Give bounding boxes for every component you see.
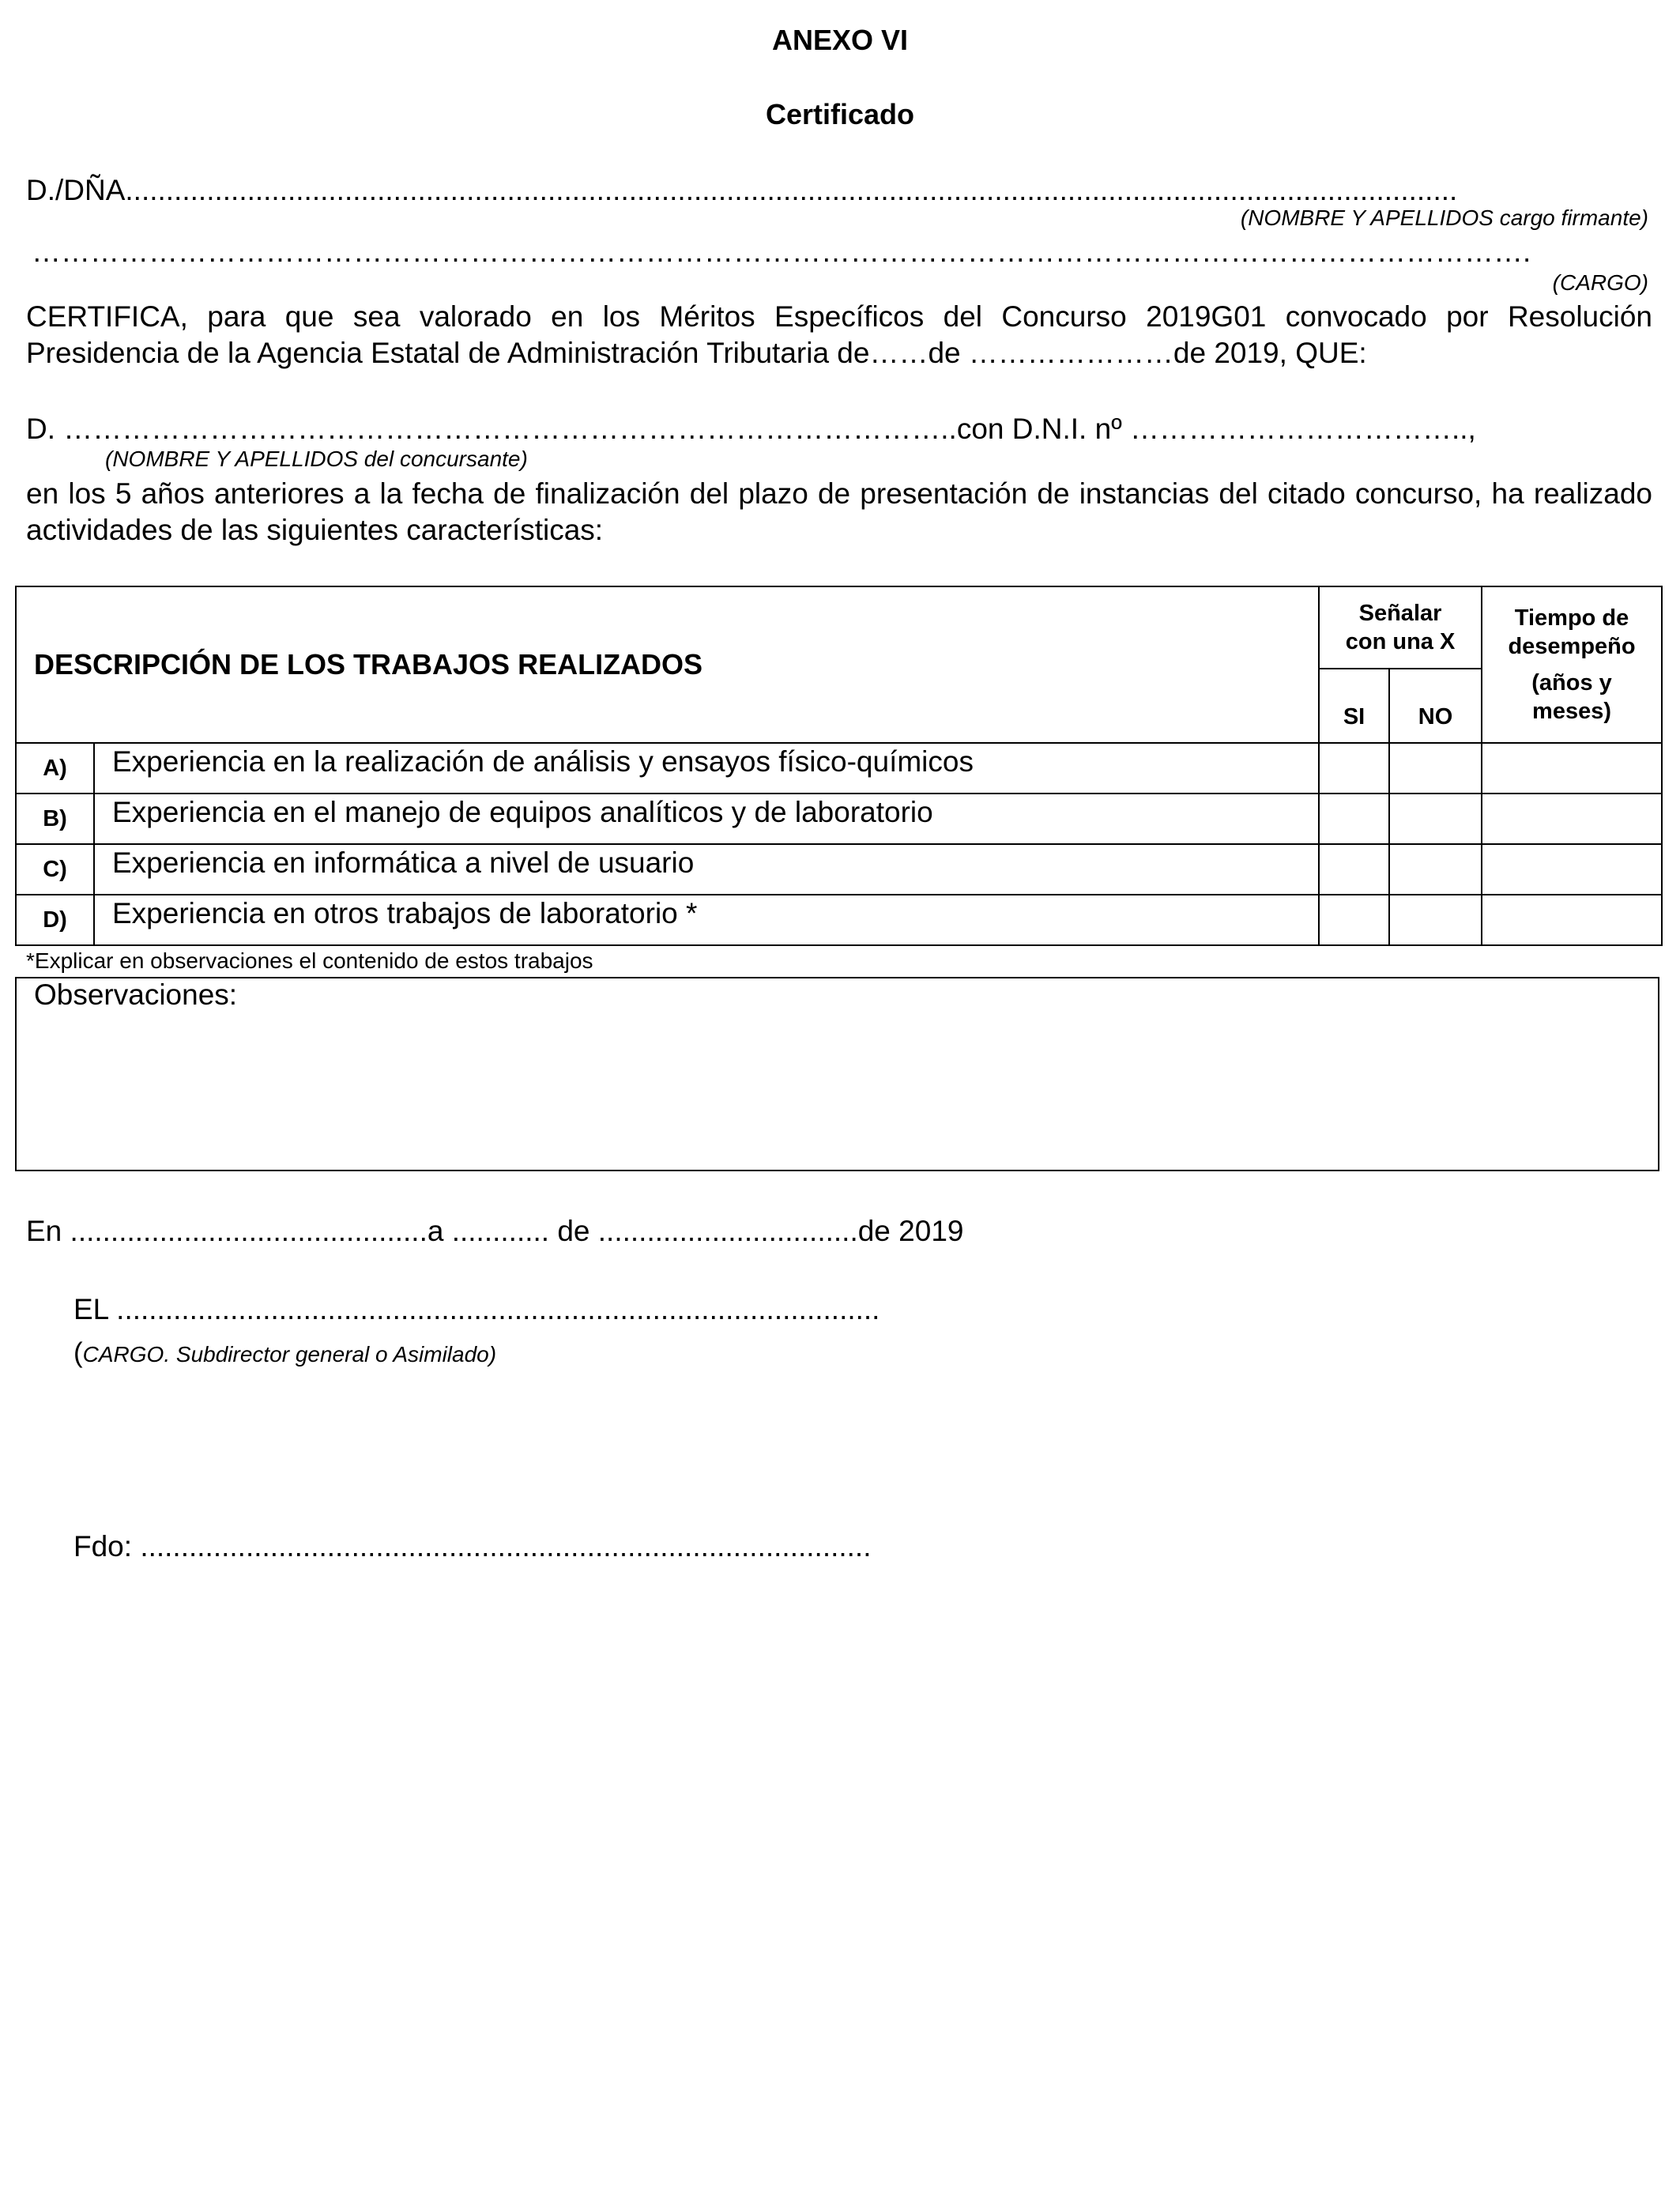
signer-note-paren: (: [73, 1337, 83, 1368]
signature-line: Fdo: ..........................................................................................: [73, 1530, 872, 1563]
no-checkbox-cell[interactable]: [1389, 794, 1482, 844]
header-time: [1482, 586, 1662, 743]
header-no: NO: [1389, 669, 1482, 743]
row-letter: A): [16, 743, 94, 794]
activities-table: [15, 586, 1663, 946]
observations-box[interactable]: [15, 977, 1659, 1171]
signer-line: EL ..............................................................................................: [73, 1293, 880, 1325]
time-input-cell[interactable]: [1482, 794, 1662, 844]
contestant-line: D. ………………………………………………………………………………..con D.N.I. nº ……………………………..,: [26, 413, 1476, 445]
contestant-name-note: (NOMBRE Y APELLIDOS del concursante): [105, 447, 528, 471]
header-mark-with-x: Señalar con una X: [1319, 586, 1482, 669]
row-letter: C): [16, 844, 94, 895]
table-row: [16, 895, 1662, 945]
no-checkbox-cell[interactable]: [1389, 844, 1482, 895]
header-description: DESCRIPCIÓN DE LOS TRABAJOS REALIZADOS: [16, 586, 1319, 743]
table-row: [16, 743, 1662, 794]
certifier-name-note: (NOMBRE Y APELLIDOS cargo firmante): [1240, 205, 1648, 230]
time-input-cell[interactable]: [1482, 844, 1662, 895]
certifier-name-line: D./DÑA....................................................................................................................................................................: [26, 174, 1458, 206]
row-letter: D): [16, 895, 94, 945]
header-time-units: (años y meses): [1531, 670, 1612, 724]
si-checkbox-cell[interactable]: [1319, 794, 1389, 844]
row-letter: B): [16, 794, 94, 844]
header-time-label: Tiempo de desempeño: [1508, 605, 1636, 659]
no-checkbox-cell[interactable]: [1389, 743, 1482, 794]
no-checkbox-cell[interactable]: [1389, 895, 1482, 945]
time-input-cell[interactable]: [1482, 743, 1662, 794]
table-row: [16, 794, 1662, 844]
row-description: Experiencia en el manejo de equipos analíticos y de laboratorio: [94, 794, 1319, 844]
document-title: Certificado: [765, 98, 915, 130]
si-checkbox-cell[interactable]: [1319, 895, 1389, 945]
activities-paragraph: en los 5 años anteriores a la fecha de finalización del plazo de presentación de instancias del citado concurso, ha realizado actividades de las siguientes características:: [26, 477, 1652, 546]
table-header-row: [16, 586, 1662, 669]
place-date-line: En ............................................a ............ de ................................de 2019: [26, 1215, 964, 1247]
signer-note-text: CARGO. Subdirector general o Asimilado): [82, 1342, 497, 1367]
table-row: [16, 844, 1662, 895]
time-input-cell[interactable]: [1482, 895, 1662, 945]
row-description: Experiencia en informática a nivel de usuario: [94, 844, 1319, 895]
si-checkbox-cell[interactable]: [1319, 844, 1389, 895]
footnote: *Explicar en observaciones el contenido de estos trabajos: [26, 948, 593, 973]
certifica-paragraph: CERTIFICA, para que sea valorado en los Méritos Específicos del Concurso 2019G01 convocado por Resolución Presidencia de la Agencia Estatal de Administración Tributaria de……de …………………de 2019, QUE:: [26, 300, 1652, 369]
observations-label: Observaciones:: [34, 978, 238, 1011]
certifier-cargo-line: ……………………………………………………………………………………………………………………………………….: [32, 236, 1531, 268]
certifier-cargo-note: (CARGO): [1552, 270, 1648, 295]
header-si: SI: [1319, 669, 1389, 743]
row-description: Experiencia en la realización de análisis y ensayos físico-químicos: [94, 743, 1319, 794]
si-checkbox-cell[interactable]: [1319, 743, 1389, 794]
annex-title: ANEXO VI: [771, 24, 909, 56]
row-description: Experiencia en otros trabajos de laboratorio *: [94, 895, 1319, 945]
signer-note: [73, 1337, 496, 1369]
